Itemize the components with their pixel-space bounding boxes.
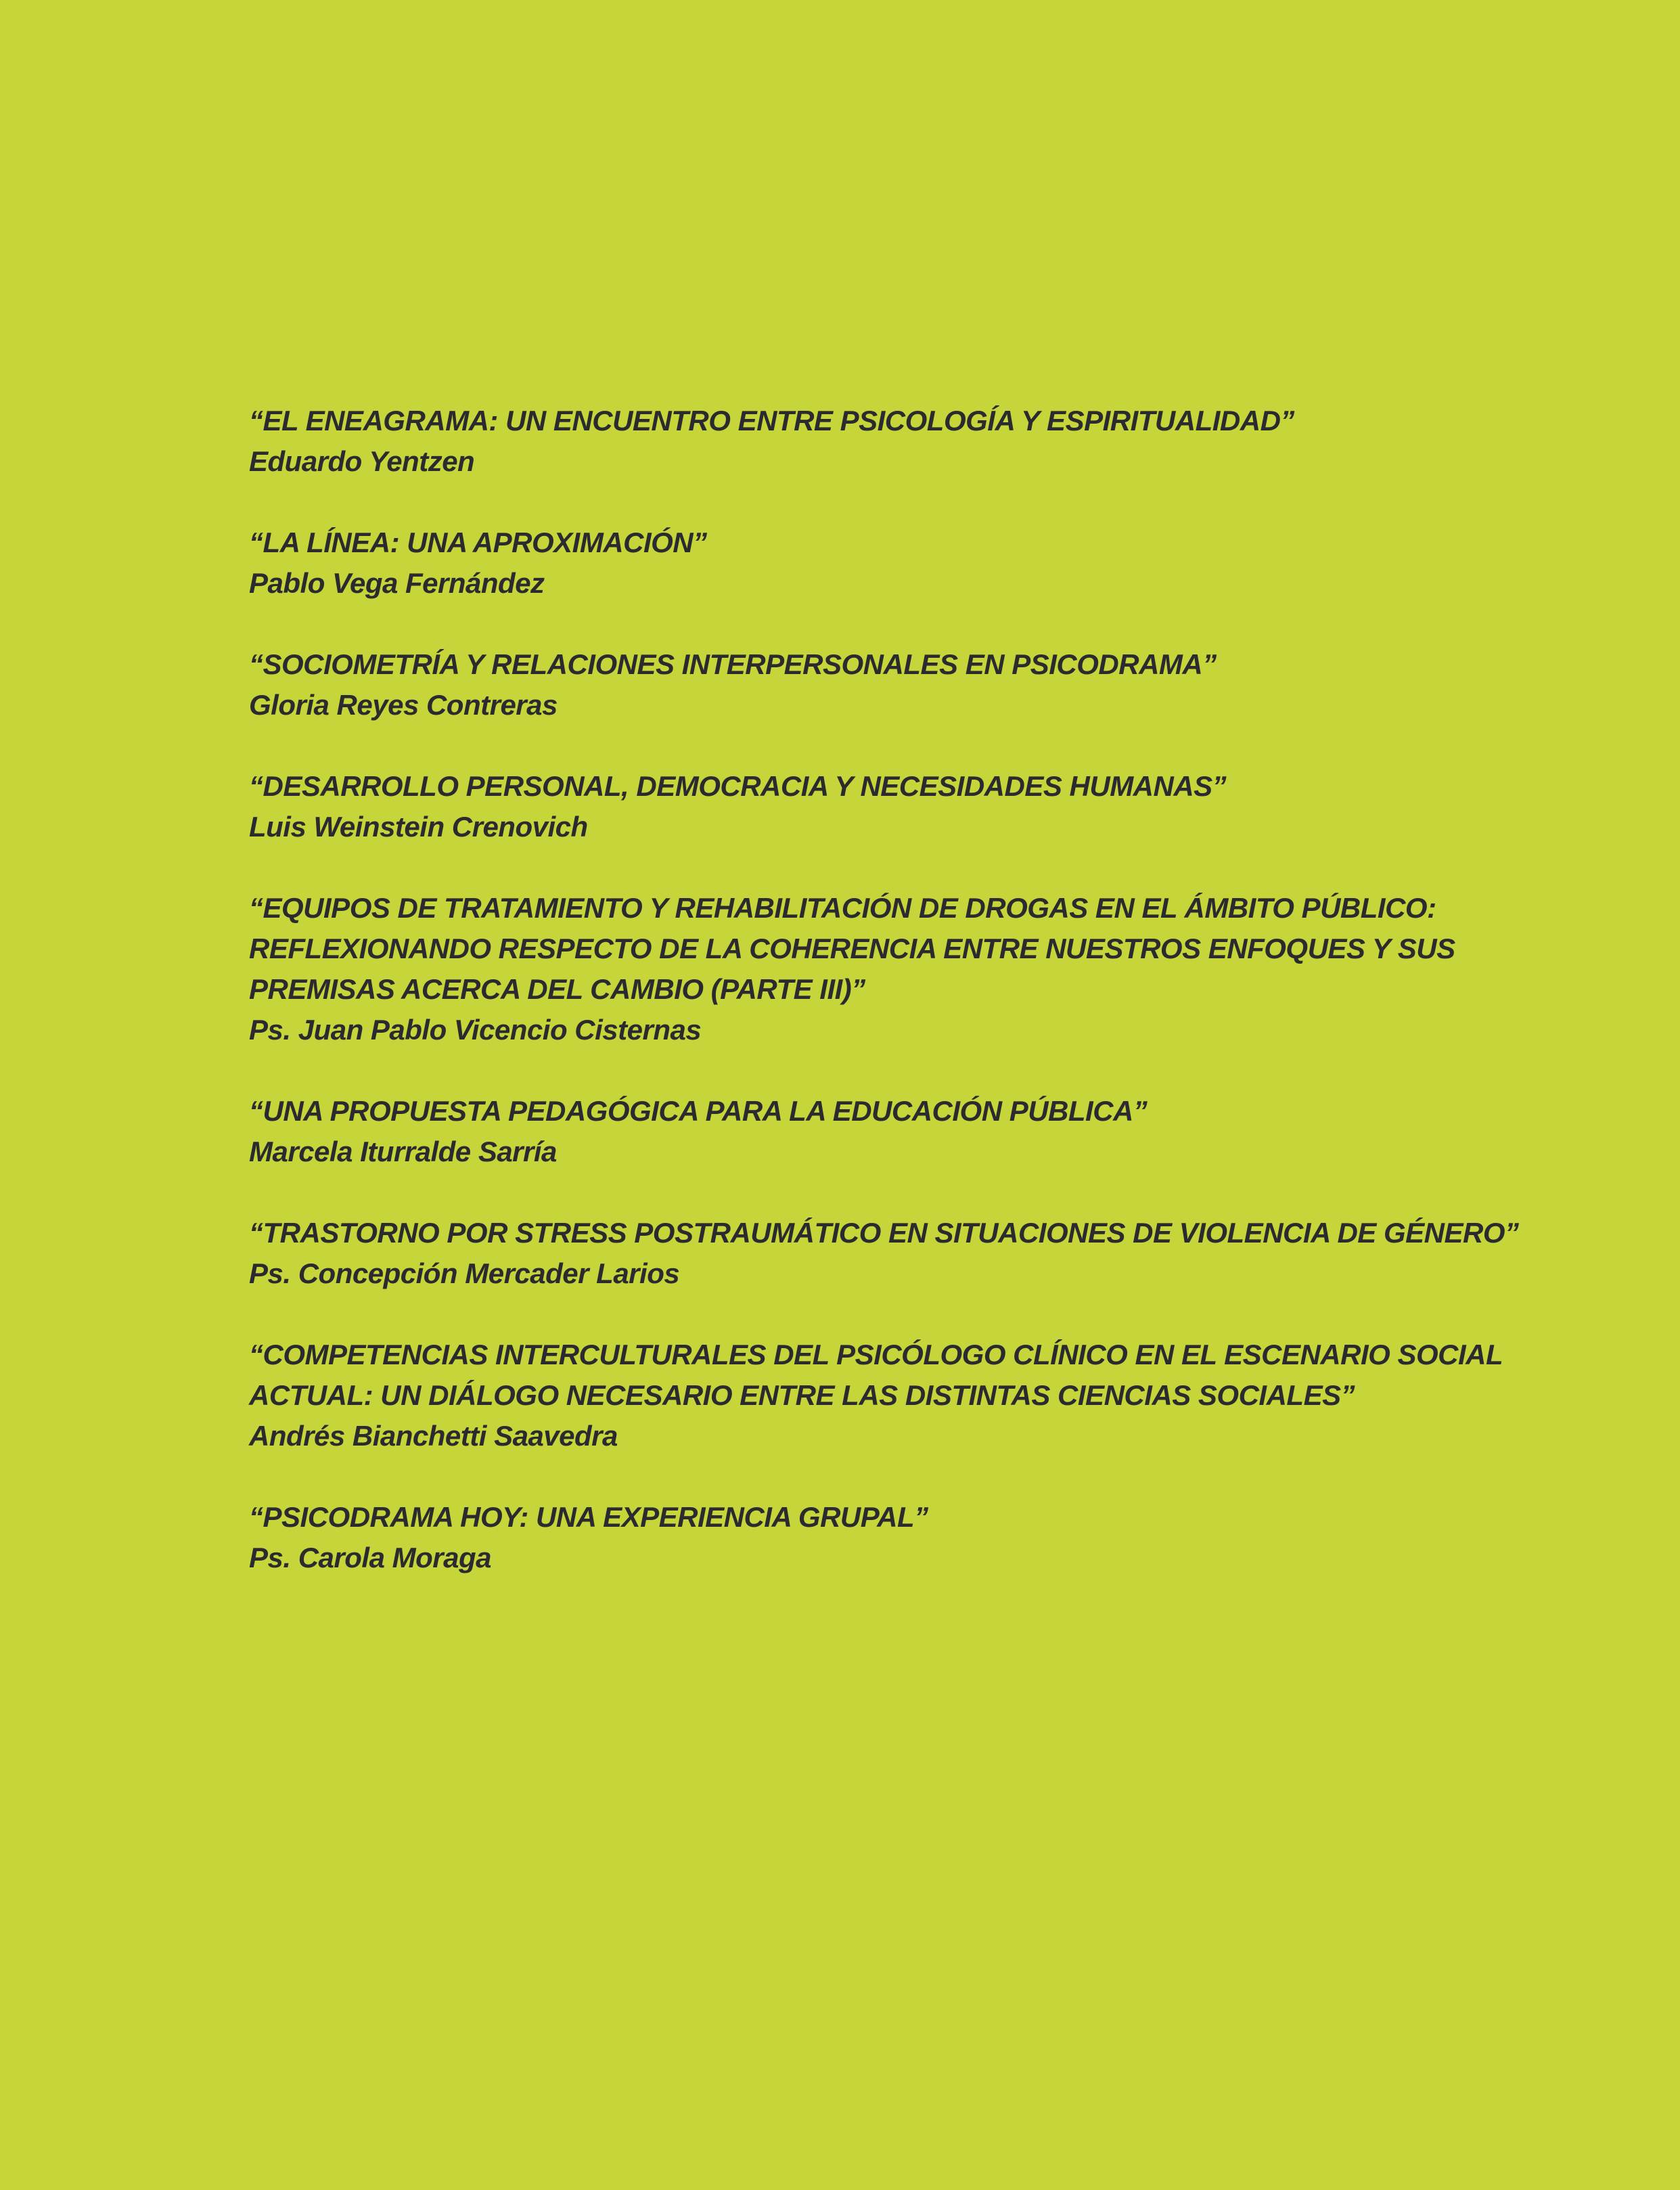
entry-title-line-1: “EQUIPOS DE TRATAMIENTO Y REHABILITACIÓN DE DROGAS EN EL ÁMBITO PÚBLICO: — [249, 892, 1436, 924]
entry-title: “LA LÍNEA: UNA APROXIMACIÓN” — [249, 527, 707, 558]
entry-title: “TRASTORNO POR STRESS POSTRAUMÁTICO EN SITUACIONES DE VIOLENCIA DE GÉNERO” — [249, 1217, 1519, 1249]
entry-title-line-2: REFLEXIONANDO RESPECTO DE LA COHERENCIA ENTRE NUESTROS ENFOQUES Y SUS — [249, 933, 1455, 964]
entry-author: Luis Weinstein Crenovich — [249, 811, 588, 843]
entry-title: “UNA PROPUESTA PEDAGÓGICA PARA LA EDUCACIÓN PÚBLICA” — [249, 1095, 1148, 1127]
toc-entry — [249, 1091, 1535, 1172]
toc-entry — [249, 1213, 1535, 1294]
toc-entry — [249, 766, 1535, 847]
entry-author: Marcela Iturralde Sarría — [249, 1136, 557, 1167]
entry-title: “DESARROLLO PERSONAL, DEMOCRACIA Y NECESIDADES HUMANAS” — [249, 770, 1227, 802]
entry-author: Ps. Juan Pablo Vicencio Cisternas — [249, 1014, 702, 1046]
toc-entry — [249, 401, 1535, 482]
entry-author: Pablo Vega Fernández — [249, 567, 545, 599]
toc-entry — [249, 522, 1535, 604]
entry-author: Ps. Carola Moraga — [249, 1542, 491, 1573]
entry-title: “EL ENEAGRAMA: UN ENCUENTRO ENTRE PSICOLOGÍA Y ESPIRITUALIDAD” — [249, 405, 1294, 437]
entry-title: “SOCIOMETRÍA Y RELACIONES INTERPERSONALES EN PSICODRAMA” — [249, 648, 1217, 680]
entry-title-line-3: PREMISAS ACERCA DEL CAMBIO (PARTE III)” — [249, 973, 865, 1005]
toc-entry — [249, 1497, 1535, 1578]
entry-author: Gloria Reyes Contreras — [249, 689, 558, 721]
entry-author: Eduardo Yentzen — [249, 445, 475, 477]
entry-author: Andrés Bianchetti Saavedra — [249, 1420, 618, 1452]
entry-title: “PSICODRAMA HOY: UNA EXPERIENCIA GRUPAL” — [249, 1501, 928, 1533]
toc-entry — [249, 888, 1535, 1050]
entry-title-line-1: “COMPETENCIAS INTERCULTURALES DEL PSICÓLOGO CLÍNICO EN EL ESCENARIO SOCIAL — [249, 1339, 1503, 1370]
table-of-contents — [249, 401, 1535, 1619]
entry-author: Ps. Concepción Mercader Larios — [249, 1257, 680, 1289]
entry-title-line-2: ACTUAL: UN DIÁLOGO NECESARIO ENTRE LAS DISTINTAS CIENCIAS SOCIALES” — [249, 1379, 1355, 1411]
toc-entry — [249, 644, 1535, 725]
toc-entry — [249, 1335, 1535, 1456]
